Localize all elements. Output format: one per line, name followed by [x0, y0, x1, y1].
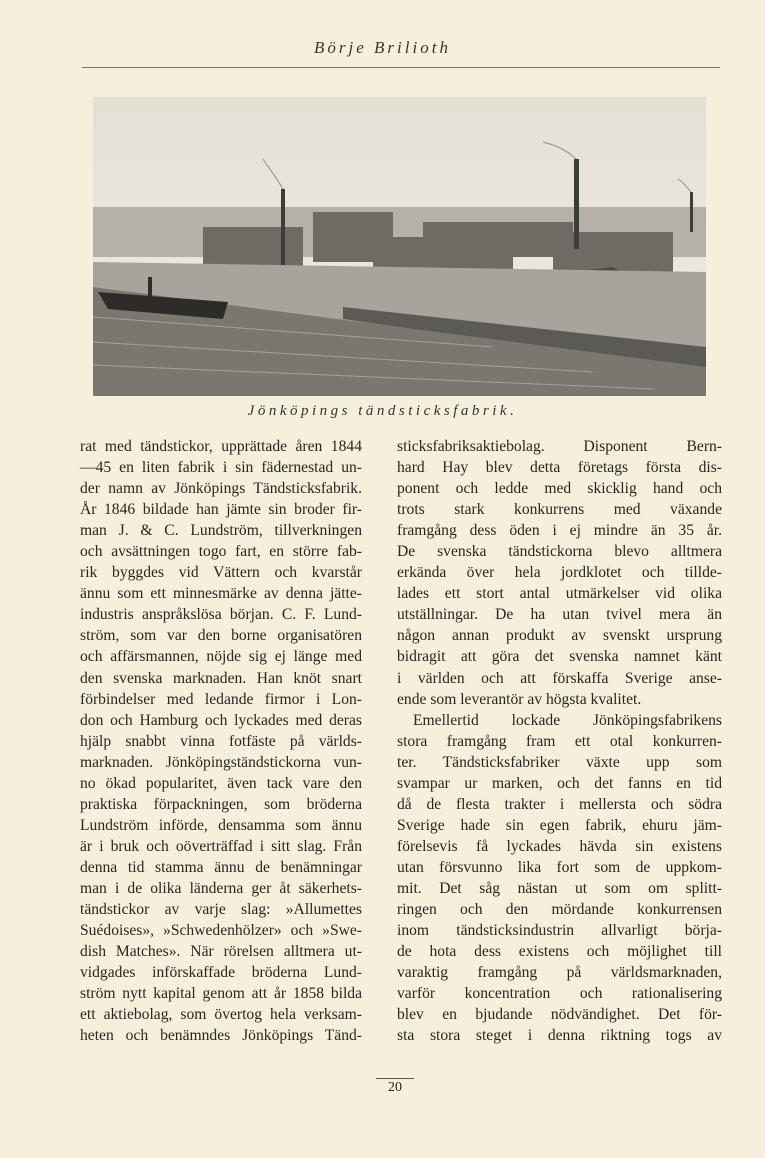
text-line: De svenska tändstickorna blevo alltmera: [397, 543, 722, 561]
text-line: hard Hay blev detta företags första dis-: [397, 459, 722, 477]
text-line: Lundström införde, densamma som ännu: [80, 816, 362, 834]
text-line: de hota dess existens och möjlighet till: [397, 943, 722, 961]
text-line: tändstickor av varje slag: »Allumettes: [80, 901, 362, 919]
text-line: och avsättningen togo fart, en större fab-: [80, 543, 362, 561]
text-line: Emellertid lockade Jönköpingsfabrikens: [413, 711, 722, 729]
text-line: denna tid stamma ännu de benämningar: [80, 858, 362, 876]
text-line: heten och benämndes Jönköpings Tänd-: [80, 1027, 362, 1045]
text-line: trots stark konkurrens med växande: [397, 501, 722, 519]
text-line: är i bruk och oöverträffad i sitt slag. Från: [80, 837, 362, 855]
left-text-column: [80, 436, 362, 1046]
text-line: ponent och ledde med skicklig hand och: [397, 480, 722, 498]
text-line: vidgades införskaffade bröderna Lund-: [80, 964, 362, 982]
text-line: man J. & C. Lundström, tillverkningen: [80, 522, 362, 540]
text-line: —45 en liten fabrik i sin fädernestad un-: [80, 459, 362, 477]
text-line: förbindelser med ledande firmor i Lon-: [80, 690, 362, 708]
text-line: ett aktiebolag, som övertog hela verksam-: [80, 1006, 362, 1024]
text-line: stora framgång fram ett otal konkurren-: [397, 732, 722, 750]
right-text-column: [397, 436, 722, 1046]
text-line: den svenska marknaden. Han knöt snart: [80, 669, 362, 687]
text-line: varför koncentration och rationalisering: [397, 985, 722, 1003]
page-number: 20: [388, 1080, 402, 1095]
text-line: framgång dess öden i ej mindre än 35 år.: [397, 522, 722, 540]
text-line: lades ett stort antal utmärkelser vid olika: [397, 585, 722, 603]
header-rule: [82, 67, 720, 68]
text-line: marknaden. Jönköpingständstickorna vun-: [80, 753, 362, 771]
text-line: praktiska förpackningen, som bröderna: [80, 795, 362, 813]
text-line: blev en bjudande nödvändighet. Det för-: [397, 1006, 722, 1024]
text-line: bidragit att göra det svenska namnet känt: [397, 648, 722, 666]
text-line: rat med tändstickor, upprättade åren 1844: [80, 438, 362, 455]
figure-caption: Jönköpings tändsticksfabrik.: [247, 403, 518, 419]
text-line: då de flesta trakter i mellersta och södra: [397, 795, 722, 813]
text-line: rik byggdes vid Vättern och kvarstår: [80, 564, 362, 582]
text-line: År 1846 bildade han jämte sin broder fir-: [80, 501, 362, 519]
text-line: utan försvunno lika fort som de uppkom-: [397, 858, 722, 876]
text-line: ende som leverantör av högsta kvalitet.: [397, 690, 642, 708]
text-line: ännu som ett minnesmärke av denna jätte-: [80, 585, 362, 603]
text-line: varaktig framgång på världsmarknaden,: [397, 964, 722, 982]
text-line: ström nytt kapital genom att år 1858 bilda: [80, 985, 362, 1003]
text-line: sta stora steget i denna riktning togs av: [397, 1027, 722, 1045]
text-line: inom tändsticksindustrin allvarligt börja-: [397, 922, 722, 940]
text-line: no ökad popularitet, även tack vare den: [80, 774, 362, 792]
text-line: någon annan produkt av svenskt ursprung: [397, 627, 722, 645]
text-line: svampar ur marken, och det fanns en tid: [397, 774, 722, 792]
text-line: erkända över hela jordklotet och tillde-: [397, 564, 722, 582]
text-line: ter. Tändsticksfabriker växte upp som: [397, 753, 722, 771]
text-line: förelsevis få lyckades hävda sin existens: [397, 837, 722, 855]
text-line: och affärsmannen, nöjde sig ej länge med: [80, 648, 362, 666]
text-line: don och Hamburg och lyckades med deras: [80, 711, 362, 729]
text-line: dish Matches». När rörelsen alltmera ut-: [80, 943, 362, 961]
text-line: mit. Det såg nästan ut som om splitt-: [397, 879, 722, 897]
factory-illustration: [93, 97, 706, 396]
text-line: ringen och den mördande konkurrensen: [397, 901, 722, 919]
text-line: industris anspråkslösa början. C. F. Lund-: [80, 606, 362, 624]
page-number-rule: [376, 1078, 414, 1079]
text-line: i världen och att förskaffa Sverige anse-: [397, 669, 722, 687]
text-line: man i de olika länderna ger åt säkerhets-: [80, 879, 362, 897]
text-line: hjälp snabbt vinna fotfäste på världs-: [80, 732, 362, 750]
text-line: der namn av Jönköpings Tändsticksfabrik.: [80, 480, 362, 498]
text-line: Suédoises», »Schwedenhölzer» och »Swe-: [80, 922, 362, 940]
text-line: Sverige hade sin egen fabrik, ehuru jäm-: [397, 816, 722, 834]
text-line: ström, som var den borne organisatören: [80, 627, 362, 645]
text-line: utställningar. De ha utan tvivel mera än: [397, 606, 722, 624]
text-line: sticksfabriksaktiebolag. Disponent Bern-: [397, 438, 722, 455]
running-header: Börje Brilioth: [314, 38, 451, 57]
